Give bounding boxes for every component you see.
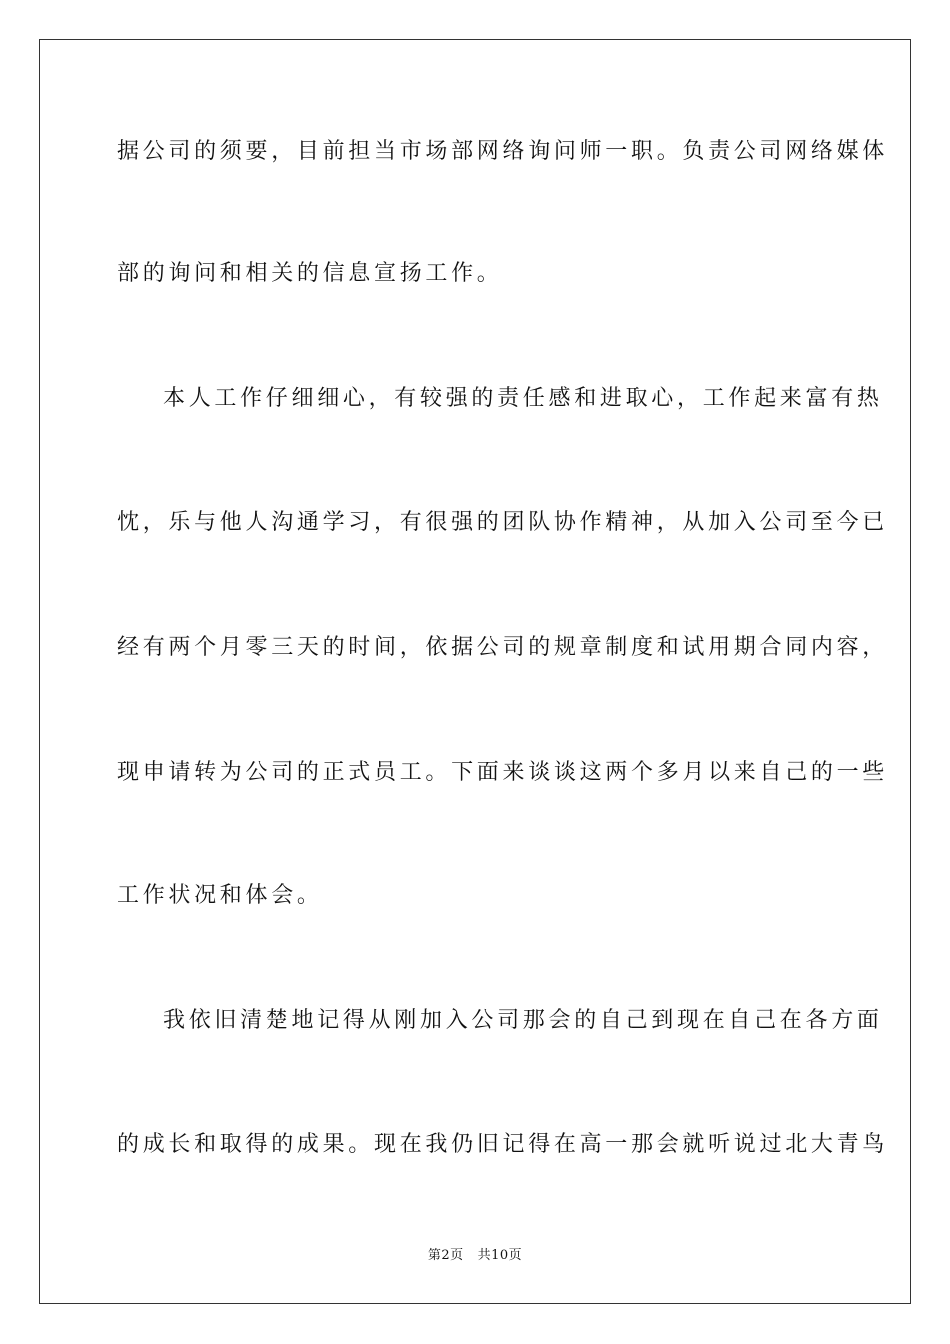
page-number: 第2页 (427, 1248, 464, 1263)
page-total: 共10页 (477, 1248, 523, 1263)
page-border (39, 39, 911, 1304)
body-text-line: 忱，乐与他人沟通学习，有很强的团队协作精神，从加入公司至今已 (117, 510, 889, 535)
body-text-line: 现申请转为公司的正式员工。下面来谈谈这两个多月以来自己的一些 (117, 760, 889, 785)
body-text-line: 工作状况和体会。 (117, 883, 323, 908)
body-text-line: 部的询问和相关的信息宣扬工作。 (117, 261, 503, 286)
body-text-line: 经有两个月零三天的时间，依据公司的规章制度和试用期合同内容， (117, 635, 889, 660)
body-text-line: 据公司的须要，目前担当市场部网络询问师一职。负责公司网络媒体 (117, 139, 889, 164)
paragraph-first-line: 我依旧清楚地记得从刚加入公司那会的自己到现在自己在各方面 (163, 1008, 883, 1033)
paragraph-first-line: 本人工作仔细细心，有较强的责任感和进取心，工作起来富有热 (163, 386, 883, 411)
body-text-line: 的成长和取得的成果。现在我仍旧记得在高一那会就听说过北大青鸟 (117, 1132, 889, 1157)
page-footer (0, 1247, 950, 1265)
